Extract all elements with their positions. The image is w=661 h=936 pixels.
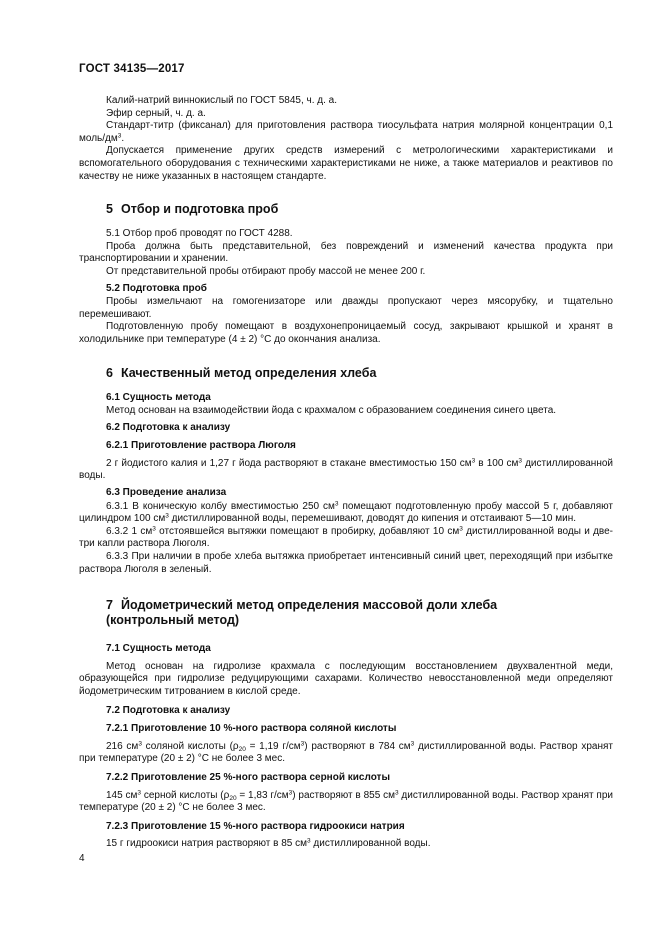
- intro-paragraph-4: Допускается применение других средств измерений с метрологическими характеристиками и вспомогательного оборудования с техническими характеристиками не ниже, а также материалов и реактивов по качеству не ниже указанных в настоящем стандарте.: [79, 145, 613, 182]
- s6-paragraph-2: 2 г йодистого калия и 1,27 г йода растворяют в стакане вместимостью 150 $см^3$ в 100 $см^3$ дистиллированной воды.: [79, 457, 613, 482]
- s6-2-1-heading: 6.2.1 Приготовление раствора Люголя: [106, 440, 296, 452]
- s5-paragraph-2: Проба должна быть представительной, без повреждений и изменений качества продукта при транспортировании и хранении.: [79, 240, 613, 265]
- s6-paragraph-5: 6.3.3 При наличии в пробе хлеба вытяжка приобретает интенсивный синий цвет, переходящий при избытке раствора Люголя в зеленый.: [79, 551, 613, 575]
- s6-2-heading: 6.2 Подготовка к анализу: [106, 421, 231, 433]
- s7-paragraph-1: Метод основан на гидролизе крахмала с последующим восстановлением двухвалентной меди, образующейся при гидролизе редуцирующими сахарами. Количество невосстановленной меди определяют йодометрическим титрованием в кислой среде.: [79, 660, 613, 697]
- intro-paragraph-2: Эфир серный, ч. д. а.: [106, 107, 206, 119]
- page-header: ГОСТ 34135—2017: [79, 63, 185, 75]
- intro-paragraph-1: Калий-натрий виннокислый по ГОСТ 5845, ч. д. а.: [106, 95, 337, 106]
- s7-paragraph-2: 216 $см^3$ соляной кислоты ($\rho_{20} = 1,19$ $г/см^3$) растворяют в 784 $см^3$ дистиллированной воды. Раствор хранят при температуре (20 ± 2) °С не более 3 мес.: [79, 740, 613, 765]
- s7-2-1-heading: 7.2.1 Приготовление 10 %-ного раствора соляной кислоты: [106, 723, 397, 735]
- s7-1-heading: 7.1 Сущность метода: [106, 643, 211, 655]
- page-number: 4: [79, 853, 85, 864]
- s5-paragraph-4: Пробы измельчают на гомогенизаторе или дважды пропускают через мясорубку, и тщательно перемешивают.: [79, 296, 613, 320]
- s6-paragraph-3: 6.3.1 В коническую колбу вместимостью 250 $см^3$ помещают подготовленную пробу массой 5 г, добавляют цилиндром 100 $см^3$ дистиллированной воды, перемешивают, доводят до кипения и отстаивают 5—10 мин.: [79, 500, 613, 525]
- s5-paragraph-1: 5.1 Отбор проб проводят по ГОСТ 4288.: [106, 228, 293, 240]
- s6-3-heading: 6.3 Проведение анализа: [106, 487, 227, 499]
- s5-paragraph-3: От представительной пробы отбирают пробу массой не менее 200 г.: [106, 265, 426, 277]
- s7-paragraph-4: 15 г гидроокиси натрия растворяют в 85 $см^3$ дистиллированной воды.: [106, 837, 431, 850]
- intro-paragraph-3: Стандарт-титр (фиксанал) для приготовления раствора тиосульфата натрия молярной концентрации 0,1 моль/$дм^3$.: [79, 120, 613, 144]
- s5-2-heading: 5.2 Подготовка проб: [106, 282, 207, 294]
- document-body: [79, 95, 613, 851]
- s6-1-heading: 6.1 Сущность метода: [106, 391, 211, 403]
- section-6-heading: 6 Качественный метод определения хлеба: [106, 365, 377, 380]
- s5-paragraph-5: Подготовленную пробу помещают в воздухонепроницаемый сосуд, закрывают крышкой и хранят в холодильнике при температуре (4 ± 2) °С до окончания анализа.: [79, 321, 613, 345]
- s7-paragraph-3: 145 $см^3$ серной кислоты ($\rho_{20} = 1,83$ $г/см^3$) растворяют в 855 $см^3$ дистиллированной воды. Раствор хранят при температуре (20 ± 2) °С не более 3 мес.: [79, 789, 613, 814]
- s7-2-3-heading: 7.2.3 Приготовление 15 %-ного раствора гидроокиси натрия: [106, 820, 405, 832]
- s6-paragraph-4: 6.3.2 1 $см^3$ отстоявшейся вытяжки помещают в пробирку, добавляют 10 $см^3$ дистиллированной воды и две-три капли раствора Люголя.: [79, 525, 613, 550]
- section-5-heading: 5 Отбор и подготовка проб: [106, 202, 279, 217]
- s7-2-heading: 7.2 Подготовка к анализу: [106, 704, 231, 716]
- section-7-heading: 7 Йодометрический метод определения массовой доли хлеба (контрольный метод): [106, 598, 498, 628]
- s7-2-2-heading: 7.2.2 Приготовление 25 %-ного раствора серной кислоты: [106, 771, 390, 783]
- s6-paragraph-1: Метод основан на взаимодействии йода с крахмалом с образованием соединения синего цвета.: [106, 405, 557, 417]
